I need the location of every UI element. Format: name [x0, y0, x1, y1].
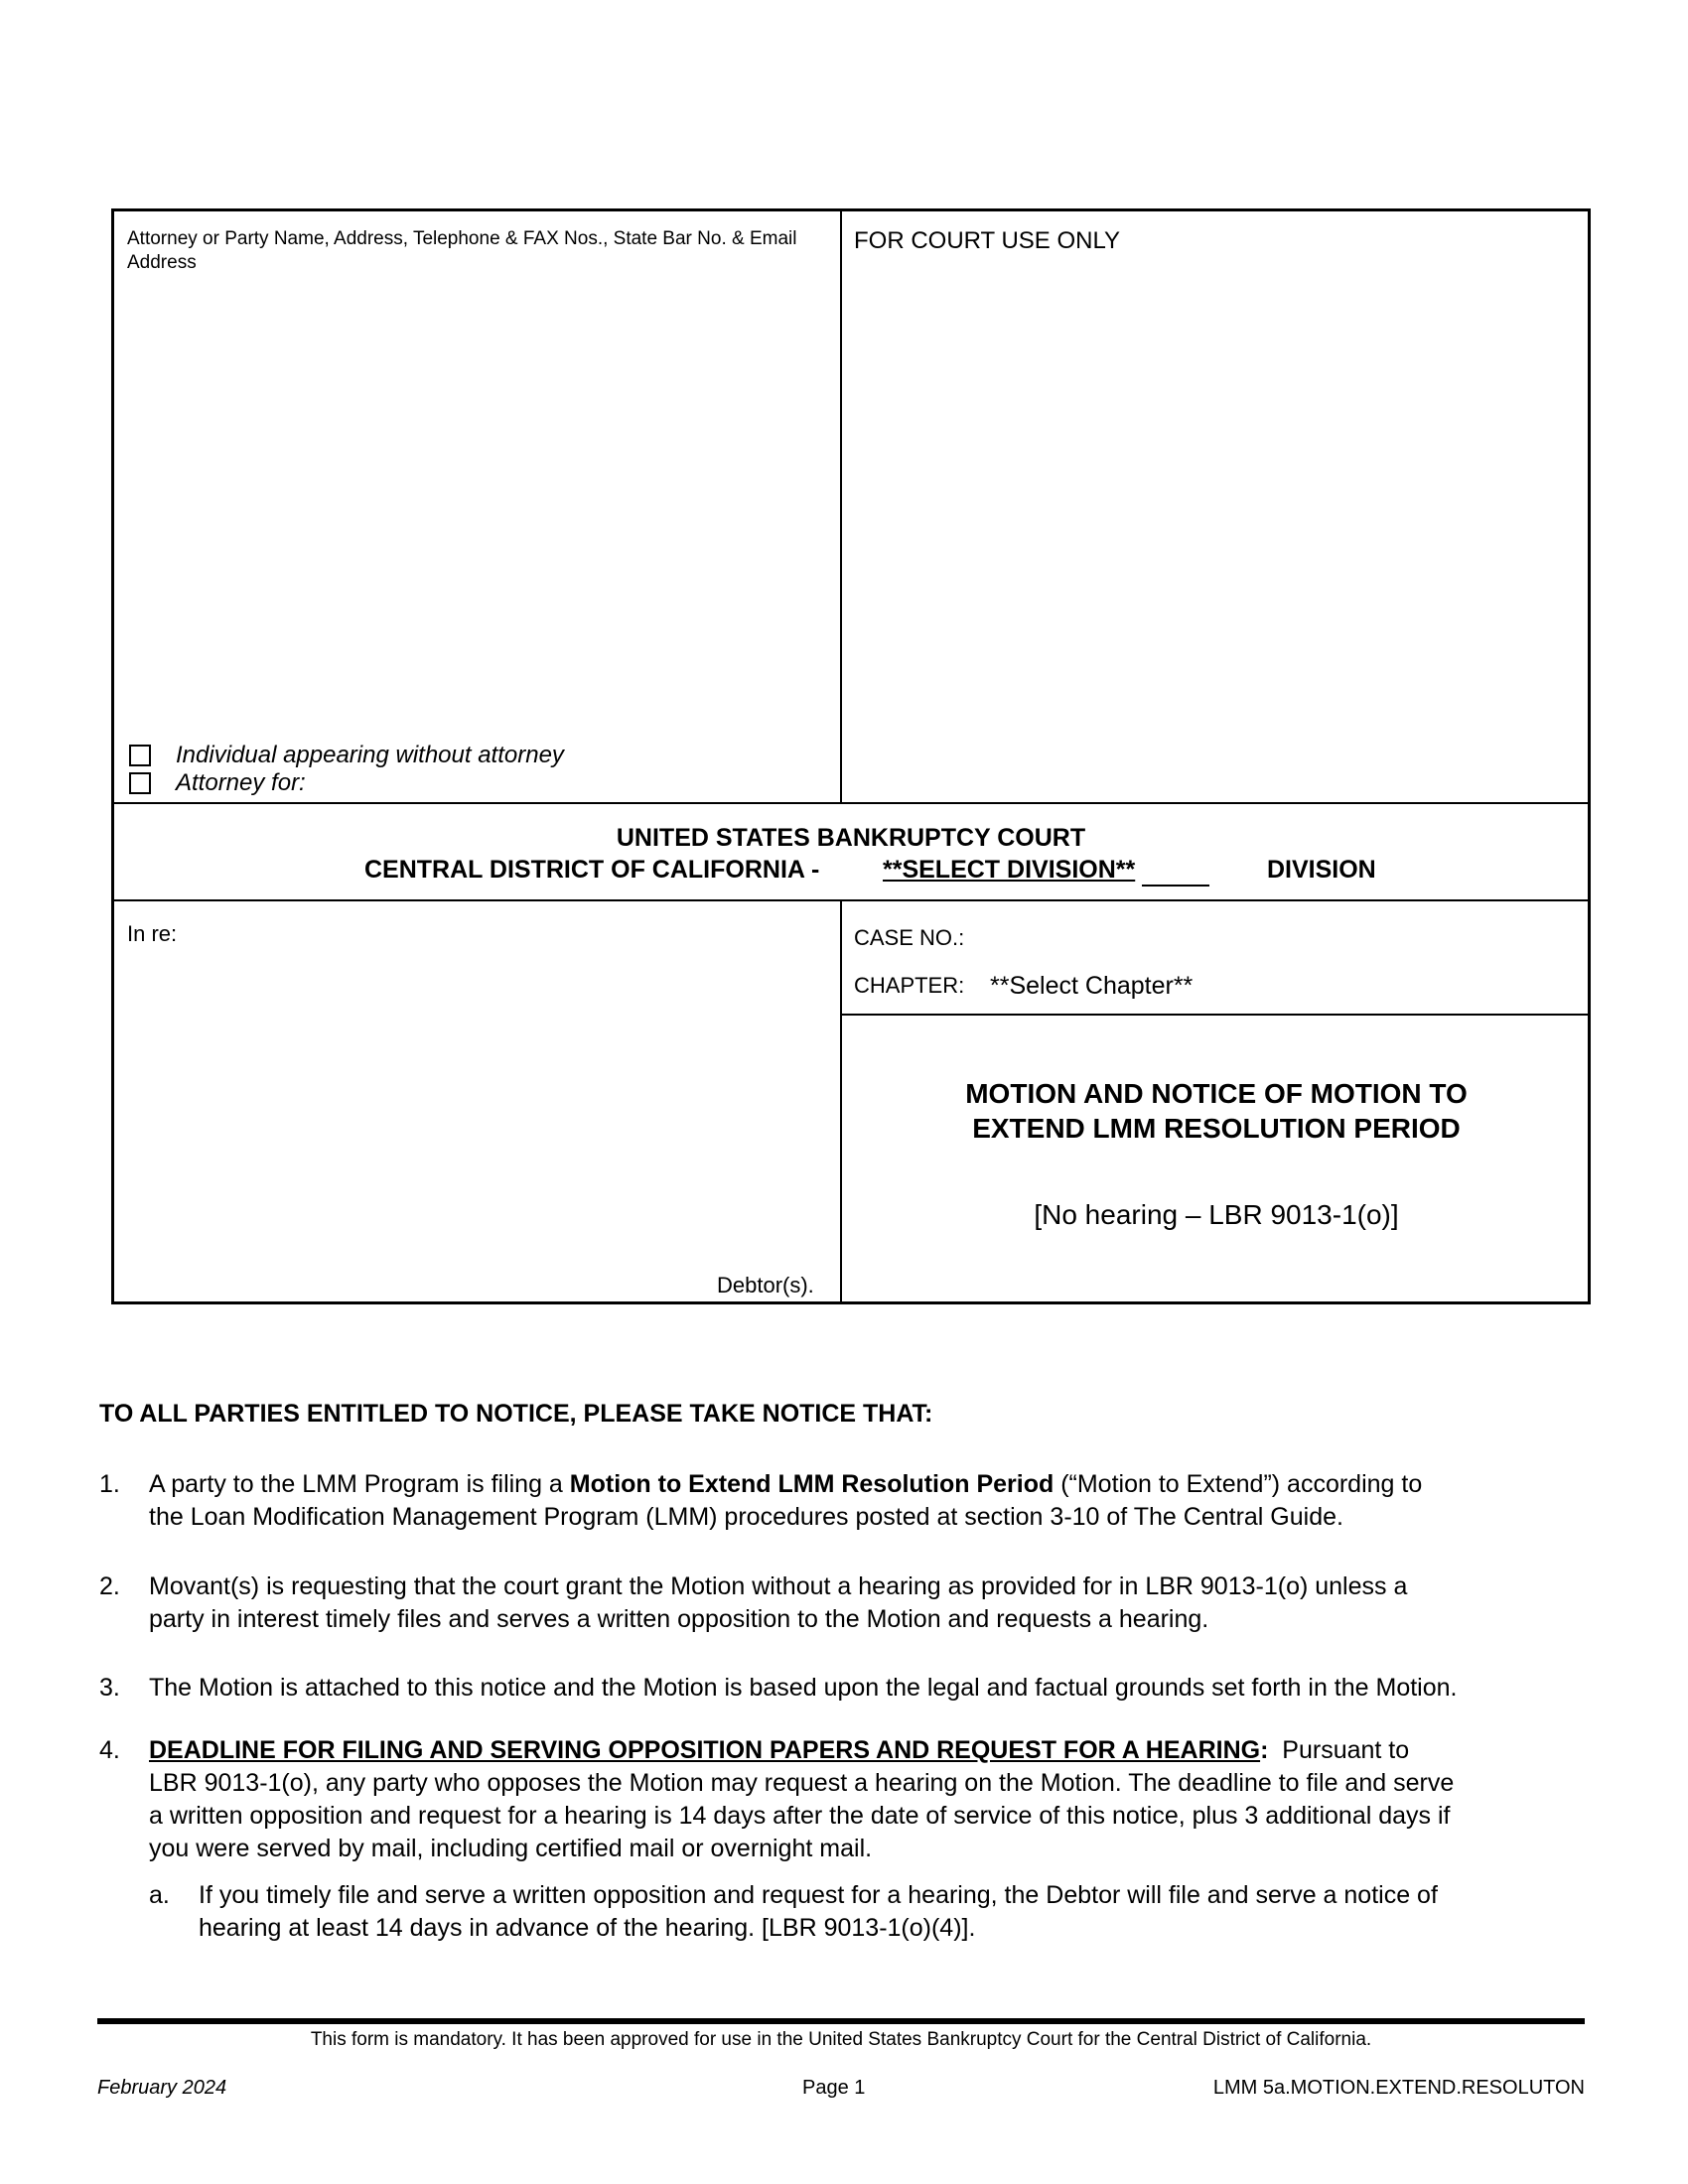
individual-checkbox-label: Individual appearing without attorney [176, 742, 564, 768]
motion-title-line1: MOTION AND NOTICE OF MOTION TO [965, 1078, 1468, 1109]
divider-under-attorney [111, 802, 1591, 804]
court-district: CENTRAL DISTRICT OF CALIFORNIA - [364, 856, 820, 884]
footer-form-id: LMM 5a.MOTION.EXTEND.RESOLUTON [1212, 2077, 1585, 2099]
in-re-label: In re: [127, 921, 178, 946]
sub-item-a-text [199, 1879, 1589, 1945]
footer-rule [97, 2018, 1585, 2024]
attorney-info-label: Attorney or Party Name, Address, Telephone & FAX Nos., State Bar No. & Email Address [127, 228, 797, 273]
item-4-post: Pursuant to [1268, 1736, 1410, 1764]
item-2-text [149, 1570, 1589, 1636]
sub-item-a-line2: hearing at least 14 days in advance of the hearing. [LBR 9013-1(o)(4)]. [199, 1914, 976, 1942]
footer-date: February 2024 [97, 2077, 227, 2099]
notice-heading: TO ALL PARTIES ENTITLED TO NOTICE, PLEASE TAKE NOTICE THAT: [99, 1400, 933, 1428]
divider-under-chapter [840, 1014, 1591, 1016]
chapter-select[interactable]: **Select Chapter** [990, 972, 1194, 1000]
division-select[interactable]: **SELECT DIVISION** [883, 856, 1136, 884]
individual-checkbox[interactable] [129, 745, 151, 766]
footer-note: This form is mandatory. It has been approved for use in the United States Bankruptcy Court for the Central District of California. [310, 2029, 1372, 2050]
item-4-text [149, 1734, 1589, 1865]
motion-title-line2: EXTEND LMM RESOLUTION PERIOD [972, 1113, 1461, 1144]
sub-item-a-letter: a. [149, 1881, 170, 1909]
item-3-line1: The Motion is attached to this notice and the Motion is based upon the legal and factual grounds set forth in the Motion. [149, 1674, 1458, 1702]
item-2-number: 2. [99, 1572, 120, 1600]
chapter-label: CHAPTER: [854, 973, 965, 998]
item-1-pre: A party to the LMM Program is filing a [149, 1470, 570, 1498]
divider-top-vertical [840, 208, 842, 804]
item-1-bold: Motion to Extend LMM Resolution Period [569, 1470, 1055, 1498]
divider-under-court [111, 899, 1591, 901]
attorney-for-checkbox[interactable] [129, 772, 151, 794]
item-1-post: (“Motion to Extend”) according to [1054, 1470, 1423, 1498]
debtors-label: Debtor(s). [717, 1273, 814, 1297]
court-name: UNITED STATES BANKRUPTCY COURT [616, 824, 1086, 852]
division-suffix: DIVISION [1267, 856, 1376, 884]
item-1-line2: the Loan Modification Management Program (LMM) procedures posted at section 3-10 of The Central Guide. [149, 1503, 1343, 1531]
item-2-line2: party in interest timely files and serves a written opposition to the Motion and requests a hearing. [149, 1605, 1209, 1633]
sub-item-a-line1: If you timely file and serve a written opposition and request for a hearing, the Debtor will file and serve a notice of [199, 1881, 1438, 1909]
item-4-line4: you were served by mail, including certified mail or overnight mail. [149, 1835, 873, 1862]
attorney-for-label: Attorney for: [176, 769, 306, 796]
court-use-label: FOR COURT USE ONLY [854, 227, 1121, 254]
item-4-colon: : [1260, 1736, 1269, 1764]
item-4-deadline-heading: DEADLINE FOR FILING AND SERVING OPPOSITION PAPERS AND REQUEST FOR A HEARING [149, 1736, 1261, 1764]
division-underline-ext [1142, 885, 1209, 887]
item-1-text [149, 1468, 1589, 1534]
item-4-number: 4. [99, 1736, 120, 1764]
item-4-line3: a written opposition and request for a hearing is 14 days after the date of service of this notice, plus 3 additional days if [149, 1802, 1451, 1830]
item-3-number: 3. [99, 1674, 120, 1702]
case-no-label: CASE NO.: [854, 925, 965, 950]
footer-page-number: Page 1 [802, 2077, 866, 2099]
item-1-number: 1. [99, 1470, 120, 1498]
no-hearing-note: [No hearing – LBR 9013-1(o)] [1034, 1199, 1399, 1230]
item-2-line1: Movant(s) is requesting that the court grant the Motion without a hearing as provided for in LBR 9013-1(o) unless a [149, 1572, 1408, 1600]
item-4-line2: LBR 9013-1(o), any party who opposes the Motion may request a hearing on the Motion. The deadline to file and serve [149, 1769, 1455, 1797]
item-3-text [149, 1672, 1589, 1705]
